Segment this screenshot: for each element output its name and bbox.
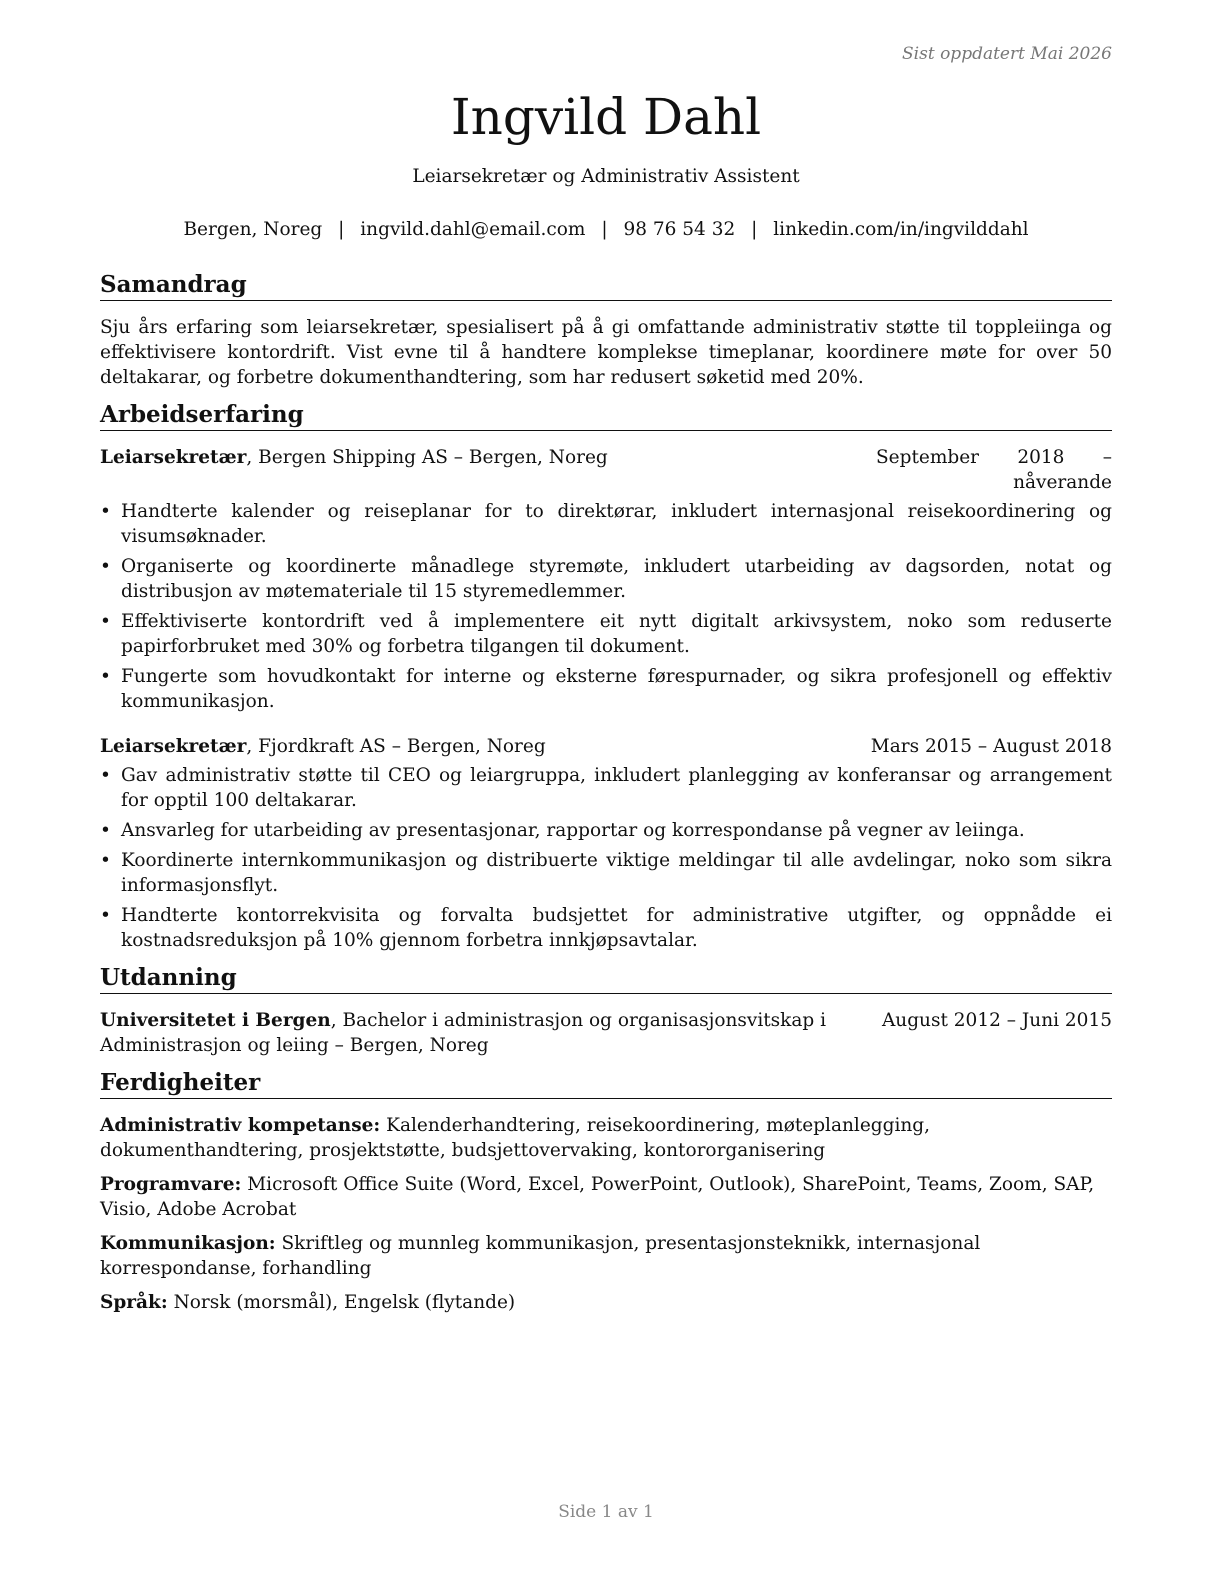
- job-bullets: [100, 499, 1112, 714]
- list-item: • Organiserte og koordinerte månadlege styremøte, inkludert utarbeiding av dagsorden, notat og distribusjon av møtemateriale til 15 styremedlemmer.: [100, 556, 1112, 602]
- experience-section: [100, 400, 1112, 953]
- resume-page: [100, 0, 1112, 1584]
- job-dates: September 2018 – nåverande: [876, 447, 1112, 493]
- contact-location: Bergen, Noreg: [183, 219, 323, 240]
- contact-separator: |: [338, 219, 345, 240]
- list-item: • Ansvarleg for utarbeiding av presentasjonar, rapportar og korrespondanse på vegner av leiinga.: [100, 820, 1025, 841]
- job-role: Leiarsekretær: [100, 447, 247, 468]
- job-entry: [100, 445, 1112, 714]
- section-heading-experience: Arbeidserfaring: [100, 400, 1112, 431]
- contact-linkedin[interactable]: linkedin.com/in/ingvilddahl: [773, 219, 1029, 240]
- skill-label: Programvare:: [100, 1174, 242, 1195]
- job-entry: [100, 734, 1112, 953]
- page-number: Side 1 av 1: [558, 1502, 654, 1522]
- skill-value: Kalenderhandtering, reisekoordinering, møteplanlegging, dokumenthandtering, prosjektstøtte, budsjettovervaking, kontororganisering: [100, 1115, 931, 1161]
- last-updated: Sist oppdatert Mai 2026: [902, 44, 1112, 64]
- list-item: • Handterte kalender og reiseplanar for to direktørar, inkludert internasjonal reisekoordinering og visumsøknader.: [100, 501, 1112, 547]
- bullet-icon: •: [100, 501, 111, 522]
- skill-row: [100, 1290, 1112, 1315]
- bullet-icon: •: [100, 556, 111, 577]
- skill-label: Kommunikasjon:: [100, 1233, 276, 1254]
- bullet-icon: •: [100, 820, 111, 841]
- summary-text: Sju års erfaring som leiarsekretær, spesialisert på å gi omfattande administrativ støtte til toppleiinga og effektivisere kontordrift. Vist evne til å handtere komplekse timeplanar, koordinere møte for over 50 deltakarar, og forbetre dokumenthandtering, som har redusert søketid med 20%.: [100, 317, 1112, 388]
- job-dates: Mars 2015 – August 2018: [870, 736, 1112, 757]
- bullet-icon: •: [100, 666, 111, 687]
- section-heading-education: Utdanning: [100, 963, 1112, 994]
- bullet-icon: •: [100, 905, 111, 926]
- contact-separator: |: [751, 219, 758, 240]
- section-heading-summary: Samandrag: [100, 270, 1112, 301]
- list-item: • Koordinerte internkommunikasjon og distribuerte viktige meldingar til alle avdelingar, noko som sikra informasjonsflyt.: [100, 850, 1112, 896]
- contact-separator: |: [601, 219, 608, 240]
- skill-value: Skriftleg og munnleg kommunikasjon, presentasjonsteknikk, internasjonal korrespondanse, forhandling: [100, 1233, 981, 1279]
- education-school: Universitetet i Bergen: [100, 1010, 331, 1031]
- candidate-name: Ingvild Dahl: [450, 88, 762, 146]
- job-role: Leiarsekretær: [100, 736, 247, 757]
- skills-section: [100, 1068, 1112, 1315]
- summary-section: [100, 270, 1112, 390]
- education-degree: , Bachelor i administrasjon og organisasjonsvitskap i Administrasjon og leiing – Bergen, Noreg: [100, 1010, 827, 1056]
- skill-value: Microsoft Office Suite (Word, Excel, PowerPoint, Outlook), SharePoint, Teams, Zoom, SAP, Visio, Adobe Acrobat: [100, 1174, 1095, 1220]
- skill-row: [100, 1113, 1112, 1163]
- contact-phone: 98 76 54 32: [623, 219, 736, 240]
- list-item: • Handterte kontorrekvisita og forvalta budsjettet for administrative utgifter, og oppnådde ei kostnadsreduksjon på 10% gjennom forbetra innkjøpsavtalar.: [100, 905, 1112, 951]
- skill-label: Språk:: [100, 1292, 168, 1313]
- contact-email[interactable]: ingvild.dahl@email.com: [360, 219, 586, 240]
- contact-line: [100, 219, 1112, 240]
- skill-row: [100, 1231, 1112, 1281]
- resume-content: [100, 270, 1112, 1325]
- job-company: , Fjordkraft AS – Bergen, Noreg: [246, 736, 546, 757]
- list-item: • Fungerte som hovudkontakt for interne og eksterne førespurnader, og sikra profesjonell og effektiv kommunikasjon.: [100, 666, 1112, 712]
- education-dates: August 2012 – Juni 2015: [881, 1010, 1112, 1031]
- list-item: • Effektiviserte kontordrift ved å implementere eit nytt digitalt arkivsystem, noko som reduserte papirforbruket med 30% og forbetra tilgangen til dokument.: [100, 611, 1112, 657]
- job-bullets: [100, 763, 1112, 953]
- skill-value: Norsk (morsmål), Engelsk (flytande): [167, 1292, 516, 1313]
- candidate-title: Leiarsekretær og Administrativ Assistent: [412, 166, 800, 187]
- skill-row: [100, 1172, 1112, 1222]
- bullet-icon: •: [100, 850, 111, 871]
- education-section: [100, 963, 1112, 1058]
- job-company: , Bergen Shipping AS – Bergen, Noreg: [246, 447, 608, 468]
- list-item: • Gav administrativ støtte til CEO og leiargruppa, inkludert planlegging av konferansar og arrangement for opptil 100 deltakarar.: [100, 765, 1112, 811]
- bullet-icon: •: [100, 765, 111, 786]
- bullet-icon: •: [100, 611, 111, 632]
- skill-label: Administrativ kompetanse:: [100, 1115, 381, 1136]
- section-heading-skills: Ferdigheiter: [100, 1068, 1112, 1099]
